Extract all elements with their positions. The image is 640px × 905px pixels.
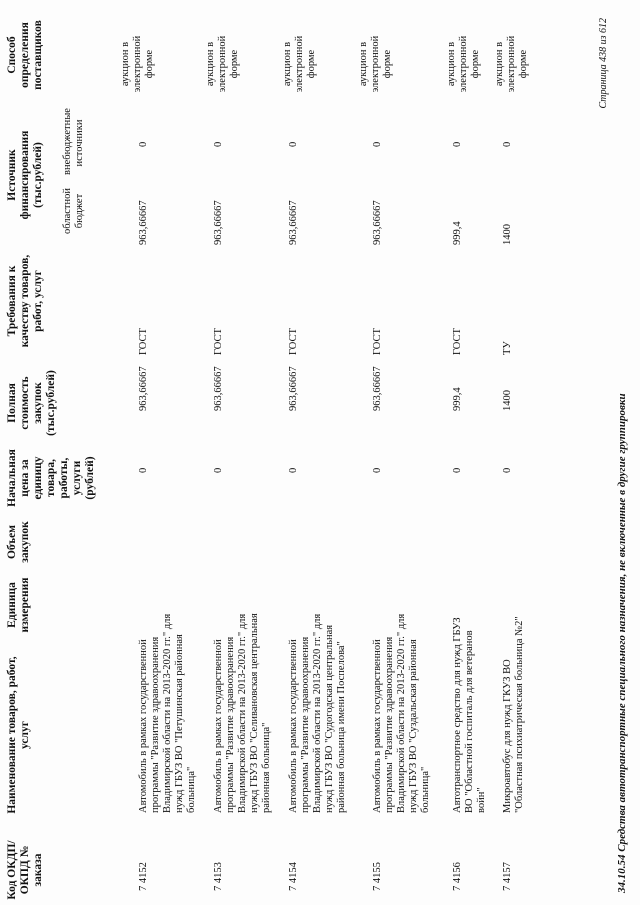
row-full-cost: 1400 (502, 390, 513, 411)
row-full-cost: 999,4 (452, 387, 463, 411)
row-start-price: 0 (452, 467, 463, 473)
row-extra: 0 (213, 141, 224, 147)
row-code: 7 4154 (288, 862, 299, 891)
row-regional: 963,66667 (372, 200, 383, 245)
row-start-price: 0 (213, 467, 224, 473)
row-regional: 963,66667 (213, 200, 224, 245)
row-name: Автомобиль в рамках государственной программы "Развитие здравоохранения Владимирской области на 2013-2020 гг." для нужд ГБУЗ ВО "Судогодская центральная районная больница имени Поспелова" (288, 613, 347, 813)
row-extra: 0 (452, 141, 463, 147)
row-method: аукцион в электронной форме (446, 35, 481, 93)
row-requirement: ГОСТ (213, 328, 224, 355)
header-source: Источник финансирования (тыс.рублей) (6, 130, 44, 220)
header-volume: Объем закупок (6, 521, 31, 563)
header-requirements: Требования к качеству товаров, работ, услуг (6, 254, 44, 348)
row-extra: 0 (372, 141, 383, 147)
row-name: Автомобиль в рамках государственной программы "Развитие здравоохранения Владимирской области на 2013-2020 гг." для нужд ГБУЗ ВО "Петушинская районная больница" (138, 613, 197, 813)
row-start-price: 0 (372, 467, 383, 473)
row-method: аукцион в электронной форме (282, 35, 317, 93)
row-full-cost: 963,66667 (138, 366, 149, 411)
row-code: 7 4153 (213, 862, 224, 891)
row-extra: 0 (288, 141, 299, 147)
row-code: 7 4157 (502, 862, 513, 891)
row-method: аукцион в электронной форме (120, 35, 155, 93)
row-code: 7 4156 (452, 862, 463, 891)
row-extra: 0 (138, 141, 149, 147)
header-name: Наименование товаров, работ, услуг (6, 656, 31, 814)
row-name: Автомобиль в рамках государственной программы "Развитие здравоохранения Владимирской области на 2013-2020 гг." для нужд ГБУЗ ВО "Суздальская районная больница" (372, 613, 431, 813)
header-source-extra: внебюджетные источники (62, 108, 85, 175)
row-name: Микроавтобус для нужд ГКУЗ ВО "Областная психиатрическая больница №2" (502, 616, 525, 813)
row-name: Автомобиль в рамках государственной программы "Развитие здравоохранения Владимирской области на 2013-2020 гг." для нужд ГБУЗ ВО "Селивановская центральная районная больница" (213, 613, 272, 813)
header-unit: Единица измерения (6, 577, 31, 633)
header-code: Код ОКДП/ ОКПД № заказа (6, 840, 44, 900)
header-method: Способ определения поставщиков (6, 20, 44, 90)
row-regional: 963,66667 (138, 200, 149, 245)
header-source-regional: областной бюджет (62, 188, 85, 234)
row-regional: 999,4 (452, 221, 463, 245)
row-regional: 963,66667 (288, 200, 299, 245)
row-method: аукцион в электронной форме (205, 35, 240, 93)
row-extra: 0 (502, 141, 513, 147)
row-requirement: ГОСТ (372, 328, 383, 355)
row-full-cost: 963,66667 (372, 366, 383, 411)
row-start-price: 0 (502, 467, 513, 473)
page-footer: Страница 438 из 612 (598, 18, 609, 109)
row-requirement: ГОСТ (138, 328, 149, 355)
row-name: Автотранспортное средство для нужд ГБУЗ ВО "Областной госпиталь для ветеранов войн" (452, 617, 487, 813)
group-title: 34.10.54 Средства автотранспортные специального назначения, не включенные в другие группировки (616, 393, 628, 893)
row-method: аукцион в электронной форме (494, 35, 529, 93)
row-start-price: 0 (138, 467, 149, 473)
row-full-cost: 963,66667 (288, 366, 299, 411)
row-requirement: ТУ (502, 341, 513, 355)
header-full-cost: Полная стоимость закупок (тыс.рублей) (6, 370, 57, 436)
row-full-cost: 963,66667 (213, 366, 224, 411)
row-requirement: ГОСТ (288, 328, 299, 355)
row-regional: 1400 (502, 224, 513, 245)
row-method: аукцион в электронной форме (358, 35, 393, 93)
row-requirement: ГОСТ (452, 328, 463, 355)
header-start-price: Начальная цена за единицу товара, работы, услуги (рублей) (6, 449, 96, 507)
row-code: 7 4152 (138, 862, 149, 891)
row-start-price: 0 (288, 467, 299, 473)
row-code: 7 4155 (372, 862, 383, 891)
